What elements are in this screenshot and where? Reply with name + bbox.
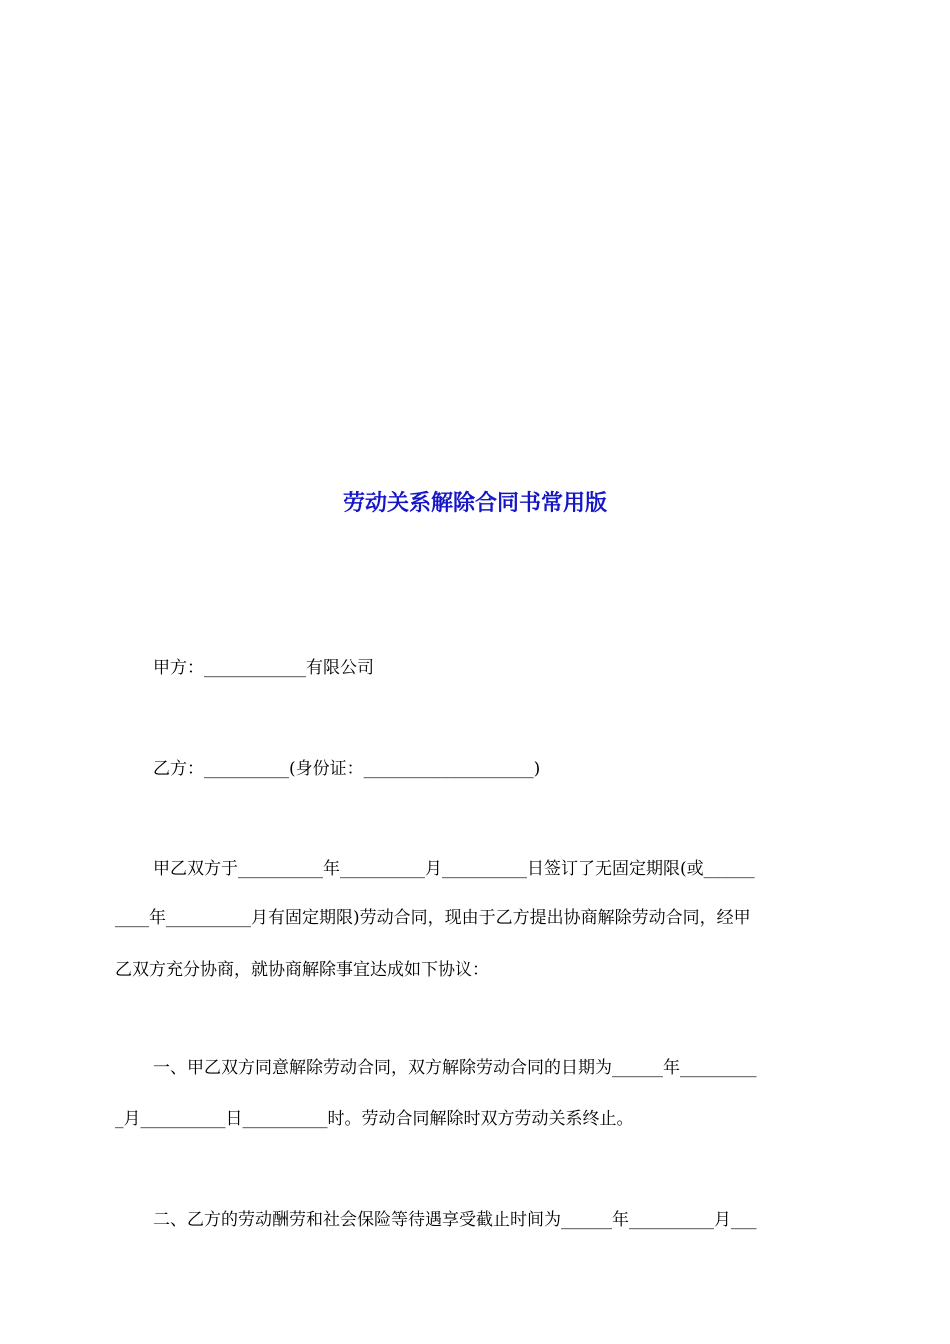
clause-2-line-1: 二、乙方的劳动酬劳和社会保险等待遇享受截止时间为______年__________月___ — [153, 1210, 757, 1230]
party-a-line: 甲方：____________有限公司 — [153, 658, 374, 678]
party-b-line: 乙方：__________(身份证：____________________) — [153, 759, 541, 779]
clause-1-line-1: 一、甲乙双方同意解除劳动合同，双方解除劳动合同的日期为______年_________ — [153, 1058, 757, 1078]
document-title: 劳动关系解除合同书常用版 — [342, 491, 607, 516]
preamble-line-2: ____年__________月有固定期限)劳动合同，现由于乙方提出协商解除劳动合同，经甲 — [115, 908, 751, 928]
preamble-line-1: 甲乙双方于__________年__________月__________日签订了无固定期限(或______ — [153, 859, 755, 879]
clause-1-line-2: _月__________日__________时。劳动合同解除时双方劳动关系终止。 — [115, 1109, 634, 1129]
preamble-line-3: 乙双方充分协商，就协商解除事宜达成如下协议： — [115, 960, 489, 980]
